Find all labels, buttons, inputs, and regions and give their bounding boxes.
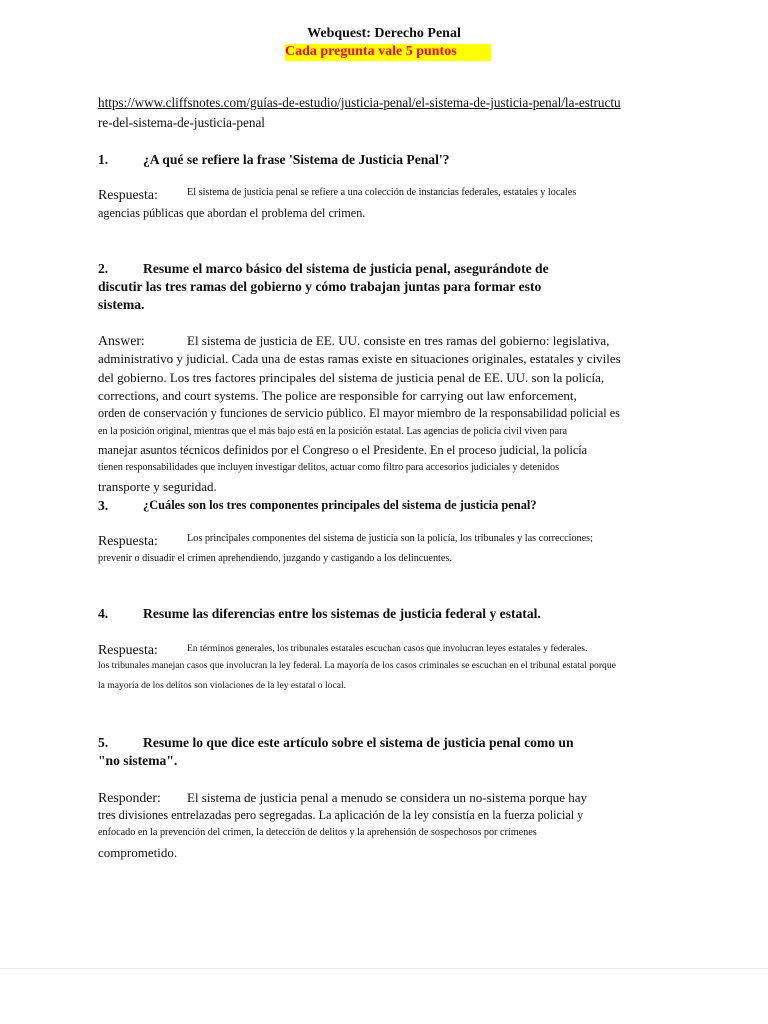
answer-4-line: los tribunales manejan casos que involucran la ley federal. La mayoría de los casos criminales se escuchan en el tribunal estatal porque bbox=[98, 660, 616, 671]
answer-3-line: Los principales componentes del sistema de justicia son la policía, los tribunales y las correcciones; bbox=[187, 533, 593, 544]
answer-1-line: agencias públicas que abordan el problema del crimen. bbox=[98, 206, 366, 220]
answer-2-line: corrections, and court systems. The police are responsible for carrying out law enforcement, bbox=[98, 388, 577, 403]
points-highlight bbox=[285, 44, 491, 61]
answer-5-line: tres divisiones entrelazadas pero segregadas. La aplicación de la ley consistía en la fuerza policial y bbox=[98, 808, 584, 822]
answer-2-line: administrativo y judicial. Cada una de estas ramas existe en situaciones originales, estatales y civiles bbox=[98, 351, 621, 366]
answer-3-line: prevenir o disuadir el crimen aprehendiendo, juzgando y castigando a los delincuentes. bbox=[98, 553, 452, 564]
answer-2-line: El sistema de justicia de EE. UU. consiste en tres ramas del gobierno: legislativa, bbox=[187, 333, 610, 348]
answer-3-label: Respuesta: bbox=[98, 533, 158, 548]
answer-2-line: en la posición original, mientras que el más bajo está en la posición estatal. Las agencias de policía civil viven para bbox=[98, 426, 568, 437]
question-2-text: Resume el marco básico del sistema de justicia penal, asegurándote de bbox=[143, 261, 549, 276]
question-4-number: 4. bbox=[98, 606, 109, 621]
page-title: Webquest: Derecho Penal bbox=[307, 26, 461, 41]
page-bottom-divider bbox=[0, 968, 768, 969]
source-link-continued[interactable]: re-del-sistema-de-justicia-penal bbox=[98, 115, 265, 130]
answer-5-line: enfocado en la prevención del crimen, la detección de delitos y la aprehensión de sospechosos por crímenes bbox=[98, 827, 537, 838]
answer-2-line: del gobierno. Los tres factores principales del sistema de justicia penal de EE. UU. son la policía, bbox=[98, 370, 605, 385]
question-5-number: 5. bbox=[98, 735, 109, 750]
question-2-number: 2. bbox=[98, 261, 109, 276]
answer-4-label: Respuesta: bbox=[98, 642, 158, 657]
question-3-text: ¿Cuáles son los tres componentes principales del sistema de justicia penal? bbox=[143, 498, 537, 512]
question-1-text: ¿A qué se refiere la frase 'Sistema de Justicia Penal'? bbox=[143, 152, 450, 167]
answer-2-line: orden de conservación y funciones de servicio público. El mayor miembro de la responsabilidad policial es bbox=[98, 406, 620, 420]
answer-1-label: Respuesta: bbox=[98, 187, 158, 202]
answer-4-line: En términos generales, los tribunales estatales escuchan casos que involucran leyes estatales y federales. bbox=[187, 643, 588, 654]
answer-2-label: Answer: bbox=[98, 333, 145, 348]
answer-5-label: Responder: bbox=[98, 790, 161, 805]
question-2-text: sistema. bbox=[98, 297, 145, 312]
question-5-text: Resume lo que dice este artículo sobre el sistema de justicia penal como un bbox=[143, 735, 574, 750]
question-2-text: discutir las tres ramas del gobierno y cómo trabajan juntas para formar esto bbox=[98, 279, 542, 294]
question-5-text: "no sistema". bbox=[98, 753, 178, 768]
answer-1-line: El sistema de justicia penal se refiere a una colección de instancias federales, estatales y locales bbox=[187, 187, 577, 198]
answer-2-line: transporte y seguridad. bbox=[98, 479, 217, 494]
question-1-number: 1. bbox=[98, 152, 109, 167]
answer-5-line: comprometido. bbox=[98, 845, 178, 860]
answer-4-line: la mayoría de los delitos son violaciones de la ley estatal o local. bbox=[98, 680, 347, 691]
question-3-number: 3. bbox=[98, 498, 109, 513]
points-note: Cada pregunta vale 5 puntos bbox=[285, 44, 457, 59]
source-link[interactable]: https://www.cliffsnotes.com/guías-de-estudio/justicia-penal/el-sistema-de-justicia-penal/la-estructu bbox=[98, 95, 621, 110]
question-4-text: Resume las diferencias entre los sistemas de justicia federal y estatal. bbox=[143, 606, 541, 621]
answer-2-line: manejar asuntos técnicos definidos por el Congreso o el Presidente. En el proceso judicial, la policía bbox=[98, 443, 588, 457]
answer-5-line: El sistema de justicia penal a menudo se considera un no-sistema porque hay bbox=[187, 790, 587, 805]
answer-2-line: tienen responsabilidades que incluyen investigar delitos, actuar como filtro para accesorios judiciales y detenidos bbox=[98, 462, 560, 473]
